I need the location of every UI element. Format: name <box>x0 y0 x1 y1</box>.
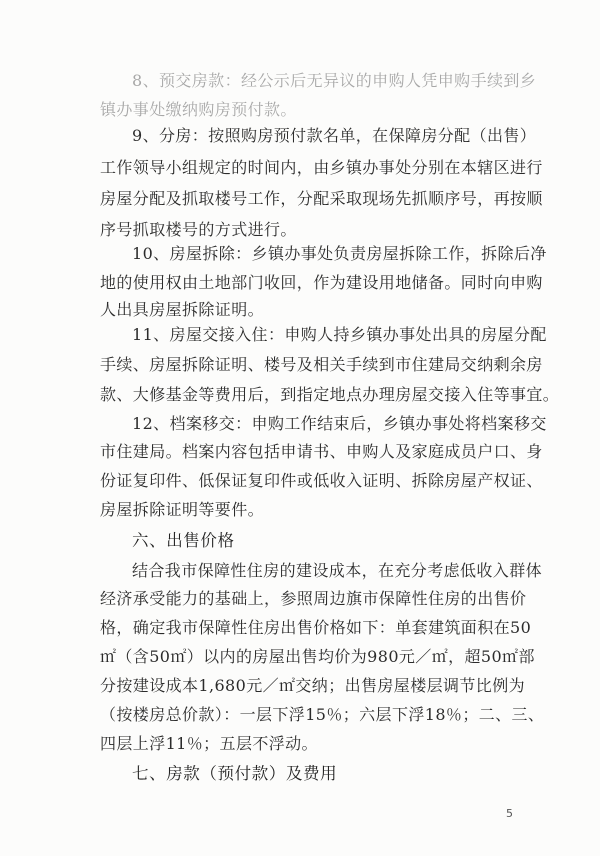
paragraph-9-line-4: 序号抓取楼号的方式进行。 <box>100 220 297 239</box>
paragraph-12-line-2: 市住建局。档案内容包括申请书、申购人及家庭成员户口、身 <box>100 442 543 461</box>
paragraph-10-line-2: 地的使用权由土地部门收回，作为建设用地储备。同时向申购 <box>100 273 543 292</box>
paragraph-9-line-3: 房屋分配及抓取楼号工作，分配采取现场先抓顺序号，再按顺 <box>100 189 543 208</box>
page-number: 5 <box>506 807 513 820</box>
paragraph-11-line-2: 手续、房屋拆除证明、楼号及相关手续到市住建局交纳剩余房 <box>100 355 543 374</box>
section-6-line-5: 分按建设成本1,680元／㎡交纳；出售房屋楼层调节比例为 <box>100 676 526 695</box>
paragraph-8-line-1: 8、预交房款：经公示后无异议的申购人凭申购手续到乡 <box>132 71 537 90</box>
section-6-line-6: （按楼房总价款）：一层下浮15％；六层下浮18％；二、三、 <box>100 705 545 724</box>
paragraph-9-line-2: 工作领导小组规定的时间内，由乡镇办事处分别在本辖区进行 <box>100 158 543 177</box>
section-6-line-7: 四层上浮11％；五层不浮动。 <box>100 734 318 753</box>
paragraph-12-line-3: 份证复印件、低保证复印件或低收入证明、拆除房屋产权证、 <box>100 471 543 490</box>
section-7-heading: 七、房款（预付款）及费用 <box>132 764 338 783</box>
section-6-line-3: 格，确定我市保障性住房出售价格如下：单套建筑面积在50 <box>100 618 532 637</box>
section-6-heading: 六、出售价格 <box>132 531 235 550</box>
paragraph-9-line-1: 9、分房：按照购房预付款名单，在保障房分配（出售） <box>132 126 537 145</box>
paragraph-11-line-3: 款、大修基金等费用后，到指定地点办理房屋交接入住等事宜。 <box>100 385 560 404</box>
section-6-line-2: 经济承受能力的基础上，参照周边旗市保障性住房的出售价 <box>100 589 527 608</box>
paragraph-8-line-2: 镇办事处缴纳购房预付款。 <box>100 100 297 119</box>
paragraph-11-line-1: 11、房屋交接入住：申购人持乡镇办事处出具的房屋分配 <box>132 325 547 344</box>
section-6-line-4: ㎡（含50㎡）以内的房屋出售均价为980元／㎡，超50㎡部 <box>100 647 535 666</box>
paragraph-12-line-4: 房屋拆除证明等要件。 <box>100 500 265 519</box>
paragraph-10-line-1: 10、房屋拆除：乡镇办事处负责房屋拆除工作，拆除后净 <box>132 244 547 263</box>
paragraph-10-line-3: 人出具房屋拆除证明。 <box>100 300 265 319</box>
section-6-line-1: 结合我市保障性住房的建设成本，在充分考虑低收入群体 <box>132 561 543 580</box>
paragraph-12-line-1: 12、档案移交：申购工作结束后，乡镇办事处将档案移交 <box>132 414 547 433</box>
